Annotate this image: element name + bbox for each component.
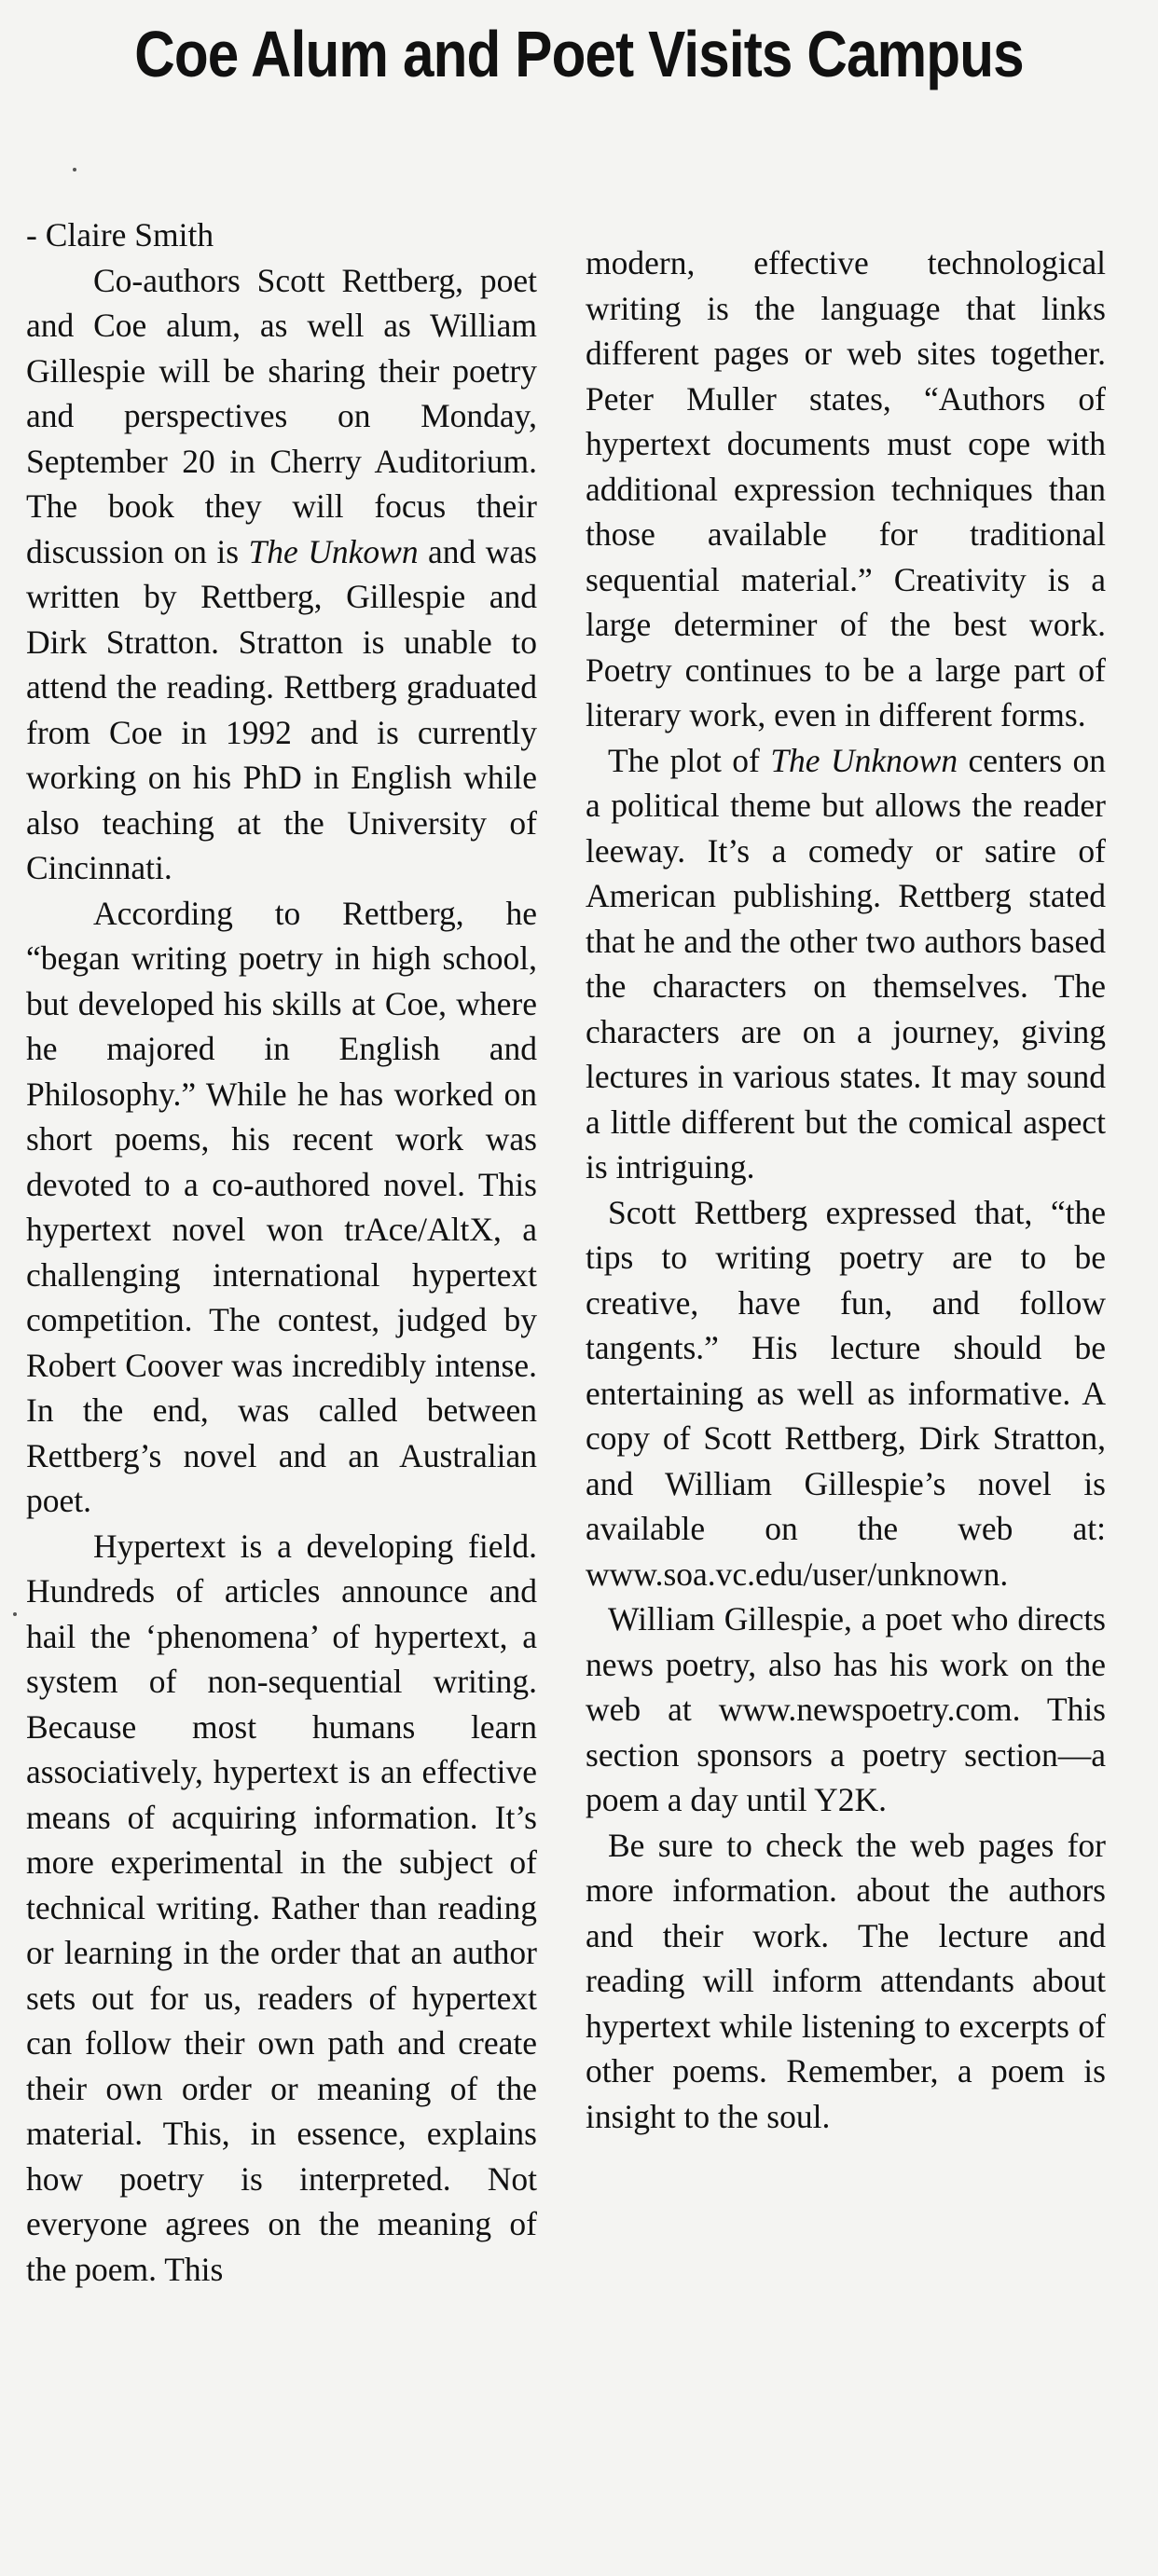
book-title-2: The Unknown: [770, 741, 958, 779]
book-title: The Unkown: [248, 532, 419, 570]
paragraph-6: William Gillespie, a poet who directs news poetry, also has his work on the web at www.newspoetry.com. This section sponsors a poetry section—a poem a day until Y2K.: [586, 1600, 1106, 1818]
paragraph-1: [26, 258, 537, 891]
paragraph-4: [586, 738, 1106, 1190]
paragraph-5: Scott Rettberg expressed that, “the tips to writing poetry are to be creative, have fun, and follow tangents.” His lecture should be entertaining as well as informative. A copy of Scott Rettberg, Dirk Stratton, and William Gillespie’s novel is available on the web at: www.soa.vc.edu/user/unknown.: [586, 1193, 1106, 1593]
article-column-left: [26, 212, 537, 2292]
article-headline: Coe Alum and Poet Visits Campus: [134, 18, 1024, 90]
paragraph-3: Hypertext is a developing field. Hundreds of articles announce and hail the ‘phenomena’ of hypertext, a system of non-sequential writing. Because most humans learn associatively, hypertext is an effective means of acquiring information. It’s more experimental in the subject of technical writing. Rather than reading or learning in the order that an author sets out for us, readers of hypertext can follow their own path and create their own order or meaning of the material. This, in essence, explains how poetry is interpreted. Not everyone agrees on the meaning of the poem. This: [26, 1527, 537, 2288]
print-speck: [73, 168, 76, 171]
paragraph-3-continued: modern, effective technological writing is the language that links different pages or web sites together. Peter Muller states, “Authors of hypertext documents must cope with additional expression techniques than those available for traditional sequential material.” Creativity is a large determiner of the best work. Poetry continues to be a large part of literary work, even in different forms.: [586, 244, 1106, 733]
paragraph-4-text-a: The plot of: [608, 741, 771, 779]
paragraph-4-text-b: centers on a political theme but allows the reader leeway. It’s a comedy or satire of American publishing. Rettberg stated that he and the other two authors based the characters on themselves. The characters are on a journey, giving lectures in various states. It may sound a little different but the comical aspect is intriguing.: [586, 741, 1106, 1185]
article-column-right: [586, 240, 1106, 2139]
paragraph-1-text-b: and was written by Rettberg, Gillespie and Dirk Stratton. Stratton is unable to attend the reading. Rettberg graduated from Coe in 1992 and is currently working on his PhD in English while also teaching at the University of Cincinnati.: [26, 532, 537, 886]
paragraph-2: According to Rettberg, he “began writing poetry in high school, but developed his skills at Coe, where he majored in English and Philosophy.” While he has worked on short poems, his recent work was devoted to a co-authored novel. This hypertext novel won trAce/AltX, a challenging international hypertext competition. The contest, judged by Robert Coover was incredibly intense. In the end, was called between Rettberg’s novel and an Australian poet.: [26, 894, 537, 1519]
paragraph-7: Be sure to check the web pages for more information. about the authors and their work. The lecture and reading will inform attendants about hypertext while listening to excerpts of other poems. Remember, a poem is insight to the soul.: [586, 1826, 1106, 2135]
paragraph-1-text-a: Co-authors Scott Rettberg, poet and Coe alum, as well as William Gillespie will be sharing their poetry and perspectives on Monday, September 20 in Cherry Auditorium. The book they will focus their discussion on is: [26, 261, 537, 570]
print-speck: [13, 1612, 17, 1616]
byline: - Claire Smith: [26, 216, 214, 253]
